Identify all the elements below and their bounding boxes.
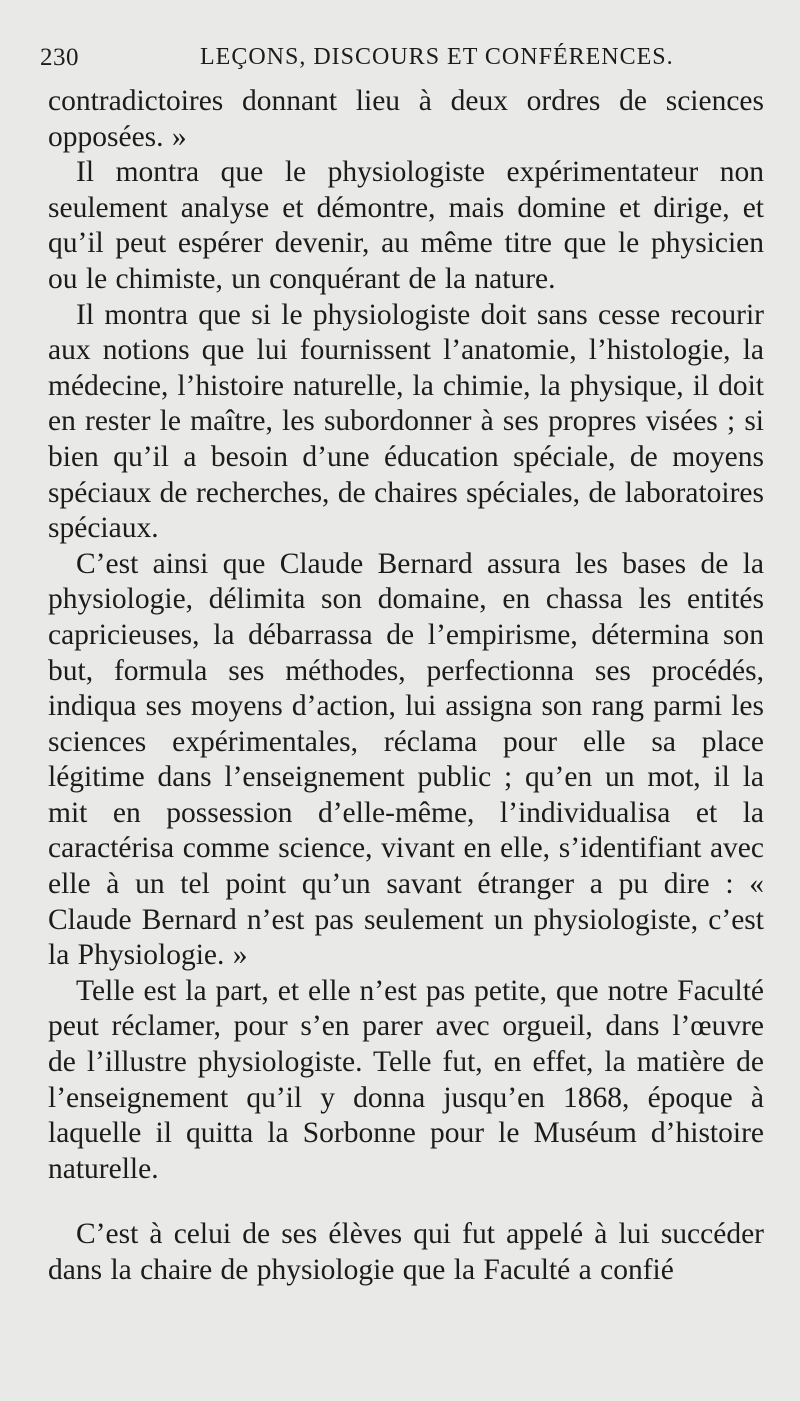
paragraph-continuation: contradictoires donnant lieu à deux ordres de sciences opposées. » [48,85,764,153]
paragraph-auxiliary-sciences: Il montra que si le physiologiste doit sans cesse recourir aux notions que lui fournissent l’anatomie, l’histologie, la médecine, l’histoire naturelle, la chimie, la physique, il doit en rester le maître, les subordonner à ses propres visées ; si bien qu’il a besoin d’une éducation spéciale, de moyens spéciaux de recherches, de chaires spéciales, de laboratoires spéciaux. [48,298,764,545]
paragraph-experimentalist: Il montra que le physiologiste expérimentateur non seulement analyse et démontre, mais domine et dirige, et qu’il peut espérer devenir, au même titre que le physicien ou le chimiste, un conquérant de la nature. [48,156,764,295]
body-text [48,84,764,1289]
running-title: LEÇONS, DISCOURS ET CONFÉRENCES. [200,44,674,70]
paragraph-successor: C’est à celui de ses élèves qui fut appelé à lui succéder dans la chaire de physiologie que la Faculté a confié [48,1218,764,1286]
paragraph-faculty-share: Telle est la part, et elle n’est pas petite, que notre Faculté peut réclamer, pour s’en parer avec orgueil, dans l’œuvre de l’illustre physiologiste. Telle fut, en effet, la matière de l’enseignement qu’il y donna jusqu’en 1868, époque à laquelle il quitta la Sorbonne pour le Muséum d’histoire naturelle. [48,974,764,1185]
running-head [40,38,764,84]
page-number: 230 [40,44,79,71]
paragraph-foundations: C’est ainsi que Claude Bernard assura les bases de la physiologie, délimita son domaine, en chassa les entités capricieuses, la débarrassa de l’empirisme, détermina son but, formula ses méthodes, perfectionna ses procédés, indiqua ses moyens d’action, lui assigna son rang parmi les sciences expérimentales, réclama pour elle sa place légitime dans l’enseignement public ; qu’en un mot, il la mit en possession d’elle-même, l’individualisa et la caractérisa comme science, vivant en elle, s’identifiant avec elle à un tel point qu’un savant étranger a pu dire : « Claude Bernard n’est pas seulement un physiologiste, c’est la Physiologie. » [48,547,764,972]
